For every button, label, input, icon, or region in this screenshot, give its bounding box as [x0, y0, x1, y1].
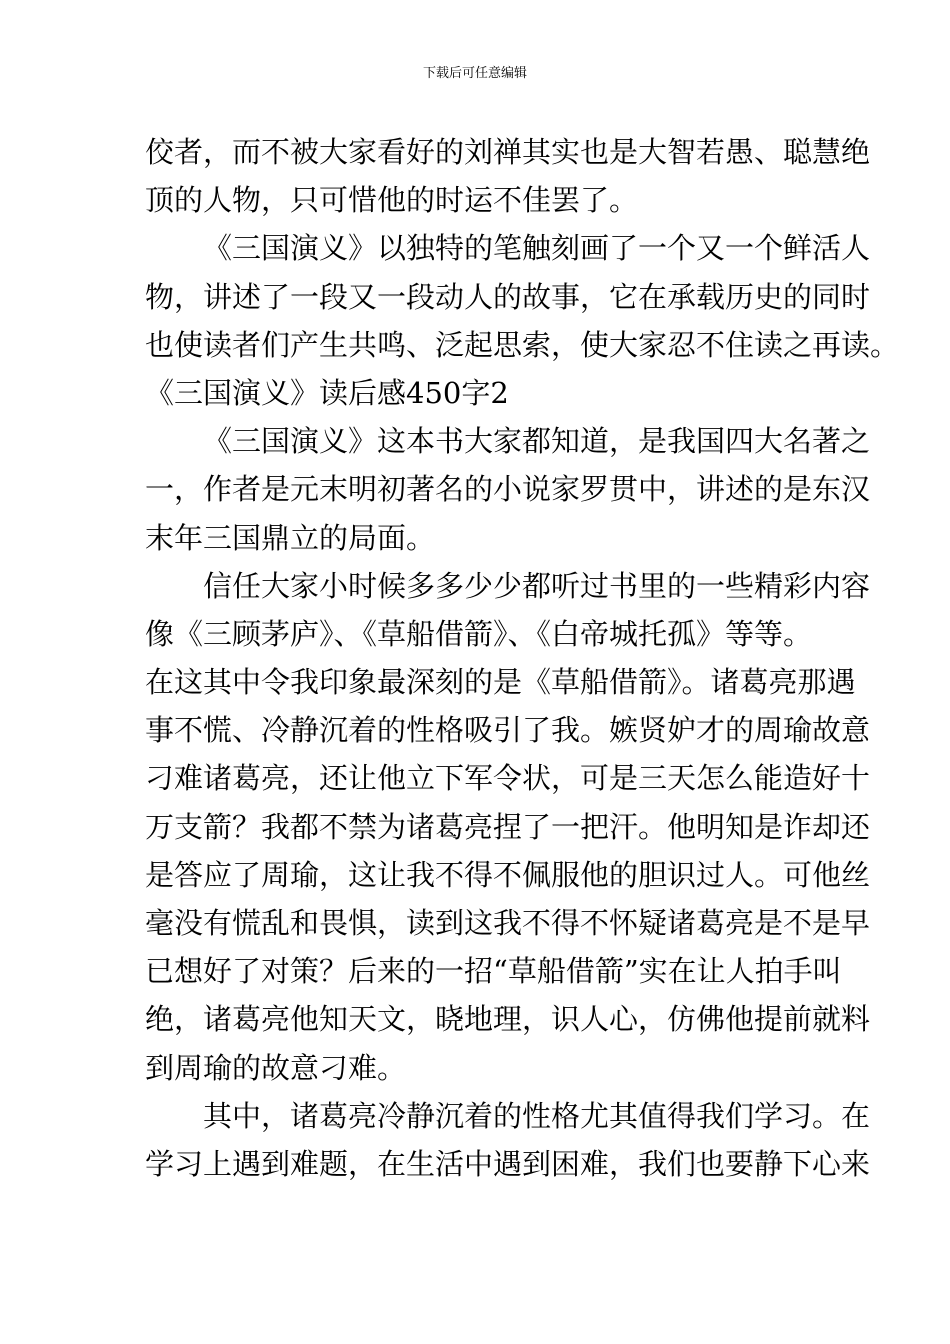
text-line: 也使读者们产生共鸣、泛起思索，使大家忍不住读之再读。	[145, 327, 900, 362]
text-line: 绝，诸葛亮他知天文，晓地理，识人心，仿佛他提前就料	[145, 1002, 871, 1037]
text-line: 顶的人物，只可惜他的时运不佳罢了。	[145, 183, 639, 218]
text-line: 是答应了周瑜，这让我不得不佩服他的胆识过人。可他丝	[145, 857, 871, 892]
text-line: 学习上遇到难题，在生活中遇到困难，我们也要静下心来	[145, 1146, 871, 1181]
text-line: 《三国演义》以独特的笔触刻画了一个又一个鲜活人	[203, 231, 871, 266]
section-heading: 《三国演义》读后感450字2	[145, 375, 509, 410]
text-line: 事不慌、冷静沉着的性格吸引了我。嫉贤妒才的周瑜故意	[145, 713, 871, 748]
text-line: 信任大家小时候多多少少都听过书里的一些精彩内容	[203, 568, 871, 603]
text-line: 像《三顾茅庐》、《草船借箭》、《白帝城托孤》等等。	[145, 616, 813, 651]
text-line: 万支箭？我都不禁为诸葛亮捏了一把汗。他明知是诈却还	[145, 809, 871, 844]
text-line: 末年三国鼎立的局面。	[145, 520, 436, 555]
header-note: 下载后可任意编辑	[422, 66, 527, 81]
text-line: 其中，诸葛亮冷静沉着的性格尤其值得我们学习。在	[203, 1098, 871, 1133]
text-line: 佼者，而不被大家看好的刘禅其实也是大智若愚、聪慧绝	[145, 135, 871, 169]
text-line: 到周瑜的故意刁难。	[145, 1050, 407, 1085]
text-line: 刁难诸葛亮，还让他立下军令状，可是三天怎么能造好十	[145, 761, 871, 796]
text-line: 一，作者是元末明初著名的小说家罗贯中，讲述的是东汉	[145, 472, 871, 507]
text-line: 《三国演义》这本书大家都知道，是我国四大名著之	[203, 424, 871, 459]
document-body	[145, 128, 900, 1188]
text-line: 毫没有慌乱和畏惧，读到这我不得不怀疑诸葛亮是不是早	[145, 906, 871, 940]
text-line: 在这其中令我印象最深刻的是《草船借箭》。诸葛亮那遇	[145, 665, 856, 700]
text-line: 已想好了对策？后来的一招“草船借箭”实在让人拍手叫	[145, 954, 842, 989]
text-line: 物，讲述了一段又一段动人的故事，它在承载历史的同时	[145, 279, 871, 314]
